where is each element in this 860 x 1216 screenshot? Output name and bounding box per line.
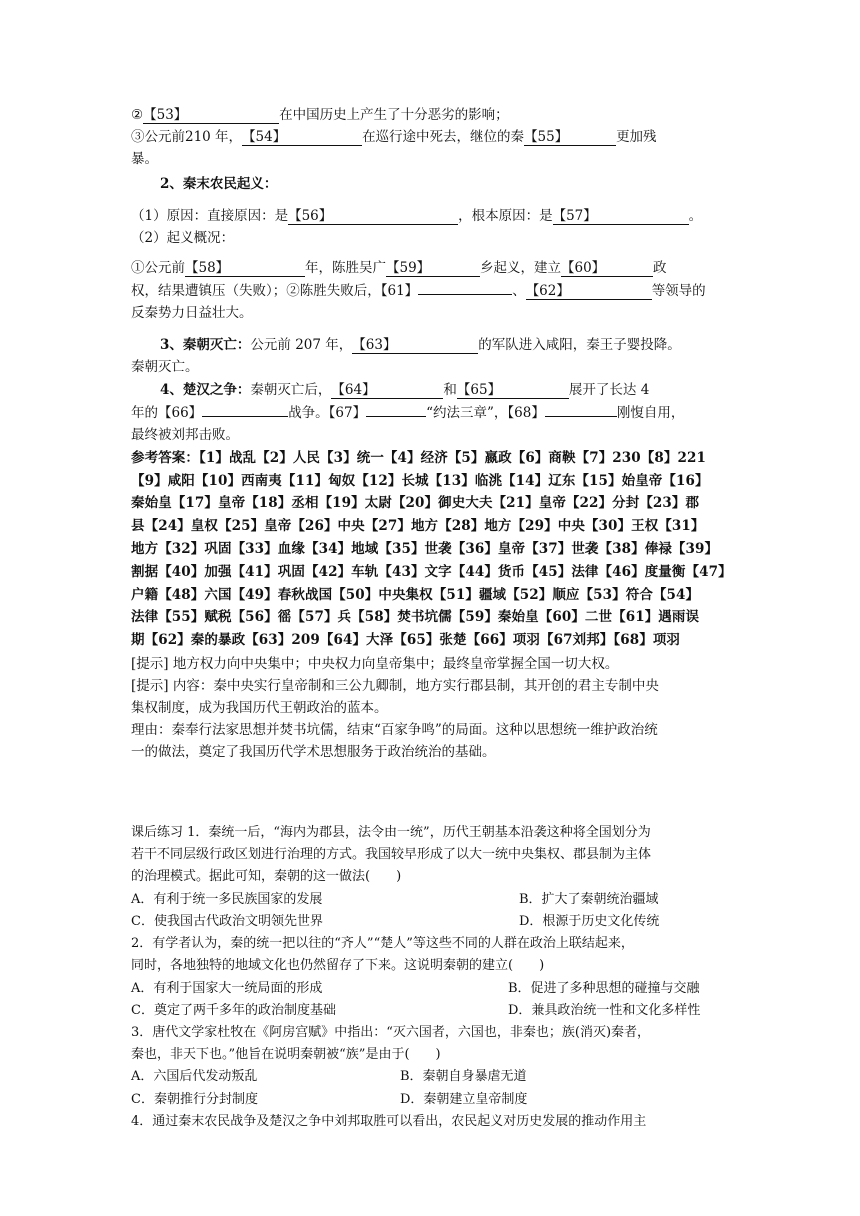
question-2-stem: 2．有学者认为，秦的统一把以往的“齐人”“楚人”等这些不同的人群在政治上联结起来， xyxy=(131,936,634,951)
text: 。 xyxy=(688,208,703,224)
text: 在巡行途中死去，继位的秦 xyxy=(362,129,525,145)
blank-56: 【56】 xyxy=(288,209,458,225)
text: 乡起义，建立 xyxy=(480,260,561,276)
question-1-stem: 的治理模式。据此可知，秦朝的这一做法( ) xyxy=(131,869,402,884)
blank-57: 【57】 xyxy=(553,209,689,225)
hint-line: [提示] 内容：秦中央实行皇帝制和三公九卿制，地方实行郡县制，其开创的君主专制中央 xyxy=(131,678,659,694)
hint-line: [提示] 地方权力向中央集中；中央权力向皇帝集中；最终皇帝掌握全国一切大权。 xyxy=(131,656,619,672)
text: “约法三章”，【68】 xyxy=(426,405,545,421)
answer-line: 法律【55】赋税【56】徭【57】兵【58】焚书坑儒【59】秦始皇【60】二世【61】遇雨误 xyxy=(131,609,700,625)
question-3-stem: 3．唐代文学家杜牧在《阿房宫赋》中指出：“灭六国者，六国也，非秦也；族(消灭)秦者， xyxy=(131,1025,651,1040)
hint-line: 一的做法，奠定了我国历代学术思想服务于政治统治的基础。 xyxy=(131,744,496,760)
answer-line: 户籍【48】六国【49】春秋战国【50】中央集权【51】疆域【52】顺应【53】符合【54】 xyxy=(131,587,700,603)
blank-60: 【60】 xyxy=(561,261,653,277)
blank-62: 【62】 xyxy=(526,284,652,300)
question-1-option-c: C．使我国古代政治文明领先世界 xyxy=(131,914,323,929)
text: 秦朝灭亡后， xyxy=(250,382,332,398)
question-1-option-a: A．有利于统一多民族国家的发展 xyxy=(131,892,323,907)
line-54 xyxy=(131,128,731,146)
blank-68 xyxy=(545,416,617,417)
text: ③公元前210 年， xyxy=(131,129,243,145)
question-3-option-c: C．秦朝推行分封制度 xyxy=(131,1092,258,1107)
blank-66 xyxy=(202,416,288,417)
answer-line: 县【24】皇权【25】皇帝【26】中央【27】地方【28】地方【29】中央【30】王权【31】 xyxy=(131,518,705,534)
text: 在中国历史上产生了十分恶劣的影响； xyxy=(279,107,509,123)
text: 年，陈胜吴广 xyxy=(305,260,386,276)
question-3-option-d: D．秦朝建立皇帝制度 xyxy=(400,1092,528,1107)
text: ①公元前 xyxy=(131,260,185,276)
answer-line: 参考答案：【1】战乱【2】人民【3】统一【4】经济【5】嬴政【6】商鞅【7】230【8】221 xyxy=(131,450,706,466)
section-heading-2: 2、秦末农民起义： xyxy=(160,176,278,192)
question-2-option-d: D．兼具政治统一性和文化多样性 xyxy=(508,1003,701,1018)
blank-59: 【59】 xyxy=(386,261,480,277)
answer-line: 秦始皇【17】皇帝【18】丞相【19】太尉【20】御史大夫【21】皇帝【22】分封【23】郡 xyxy=(131,495,700,511)
blank-65: 【65】 xyxy=(457,383,569,399)
text: ② xyxy=(131,107,144,123)
line-56 xyxy=(131,207,731,225)
section-heading-3: 3、秦朝灭亡： xyxy=(160,337,251,353)
question-3-option-a: A．六国后代发动叛乱 xyxy=(131,1069,258,1084)
question-1-option-d: D．根源于历史文化传统 xyxy=(519,914,660,929)
text: 更加残 xyxy=(616,129,657,145)
line-text: 最终被刘邦击败。 xyxy=(131,427,239,443)
question-3-stem: 秦也，非天下也。”他旨在说明秦朝被“族”是由于( ) xyxy=(131,1047,441,1062)
line-66 xyxy=(131,404,731,422)
question-1-stem: 若干不同层级行政区划进行治理的方式。我国较早形成了以大一统中央集权、郡县制为主体 xyxy=(131,847,652,862)
question-2-option-c: C．奠定了两千多年的政治制度基础 xyxy=(131,1003,336,1018)
answer-line: 期【62】秦的暴政【63】209【64】大泽【65】张楚【66】项羽【67刘邦】【68】项羽 xyxy=(131,632,681,648)
text: 等领导的 xyxy=(651,283,706,299)
line-text: （2）起义概况： xyxy=(131,230,235,246)
text: ，根本原因：是 xyxy=(458,208,553,224)
blank-55: 【55】 xyxy=(524,130,616,146)
hint-line: 集权制度，成为我国历代王朝政治的蓝本。 xyxy=(131,700,388,716)
text: 和 xyxy=(443,382,457,398)
text: 的军队进入咸阳，秦王子婴投降。 xyxy=(478,337,681,353)
text: 展开了长达 4 xyxy=(568,382,650,398)
line-61 xyxy=(131,282,731,300)
blank-67 xyxy=(366,416,426,417)
line-text: 反秦势力日益壮大。 xyxy=(131,305,253,321)
blank-61 xyxy=(418,294,512,295)
line-58 xyxy=(131,259,731,277)
blank-58: 【58】 xyxy=(185,261,305,277)
blank-53: 【53】 xyxy=(143,108,279,124)
line-63 xyxy=(160,336,760,354)
blank-54: 【54】 xyxy=(242,130,362,146)
text: 政 xyxy=(653,260,667,276)
blank-64: 【64】 xyxy=(331,383,443,399)
line-text: 秦朝灭亡。 xyxy=(131,359,199,375)
text: （1）原因：直接原因：是 xyxy=(131,208,289,224)
text: 权，结果遭镇压（失败）；②陈胜失败后，【61】 xyxy=(131,283,419,299)
blank-63: 【63】 xyxy=(352,338,478,354)
answer-line: 割据【40】加强【41】巩固【42】车轨【43】文字【44】货币【45】法律【46】度量衡【47】 xyxy=(131,564,732,580)
question-2-option-b: B．促进了多种思想的碰撞与交融 xyxy=(508,981,700,996)
question-1-option-b: B．扩大了秦朝统治疆域 xyxy=(519,892,659,907)
text: 战争。【67】 xyxy=(288,405,367,421)
question-2-stem: 同时，各地独特的地域文化也仍然留存了下来。这说明秦朝的建立( ) xyxy=(131,958,545,973)
question-4-stem: 4．通过秦末农民战争及楚汉之争中刘邦取胜可以看出，农民起义对历史发展的推动作用主 xyxy=(131,1114,647,1129)
text: 年的【66】 xyxy=(131,405,203,421)
line-64 xyxy=(160,381,760,399)
text: 、 xyxy=(512,283,526,299)
line-53 xyxy=(131,106,731,124)
text: 刚愎自用， xyxy=(616,405,685,421)
question-2-option-a: A．有利于国家大一统局面的形成 xyxy=(131,981,323,996)
text: 公元前 207 年， xyxy=(250,337,353,353)
question-1-stem: 课后练习 1．秦统一后，“海内为郡县，法令由一统”，历代王朝基本沿袭这种将全国划分为 xyxy=(131,825,651,840)
section-heading-4: 4、楚汉之争： xyxy=(160,382,251,398)
question-3-option-b: B．秦朝自身暴虐无道 xyxy=(400,1069,527,1084)
answer-line: 【9】咸阳【10】西南夷【11】匈奴【12】长城【13】临洮【14】辽东【15】始皇帝【16】 xyxy=(131,473,709,489)
hint-line: 理由：秦奉行法家思想并焚书坑儒，结束“百家争鸣”的局面。这种以思想统一维护政治统 xyxy=(131,722,658,738)
answer-line: 地方【32】巩固【33】血缘【34】地域【35】世袭【36】皇帝【37】世袭【38】俸禄【39】 xyxy=(131,541,719,557)
line-text: 暴。 xyxy=(131,151,158,167)
